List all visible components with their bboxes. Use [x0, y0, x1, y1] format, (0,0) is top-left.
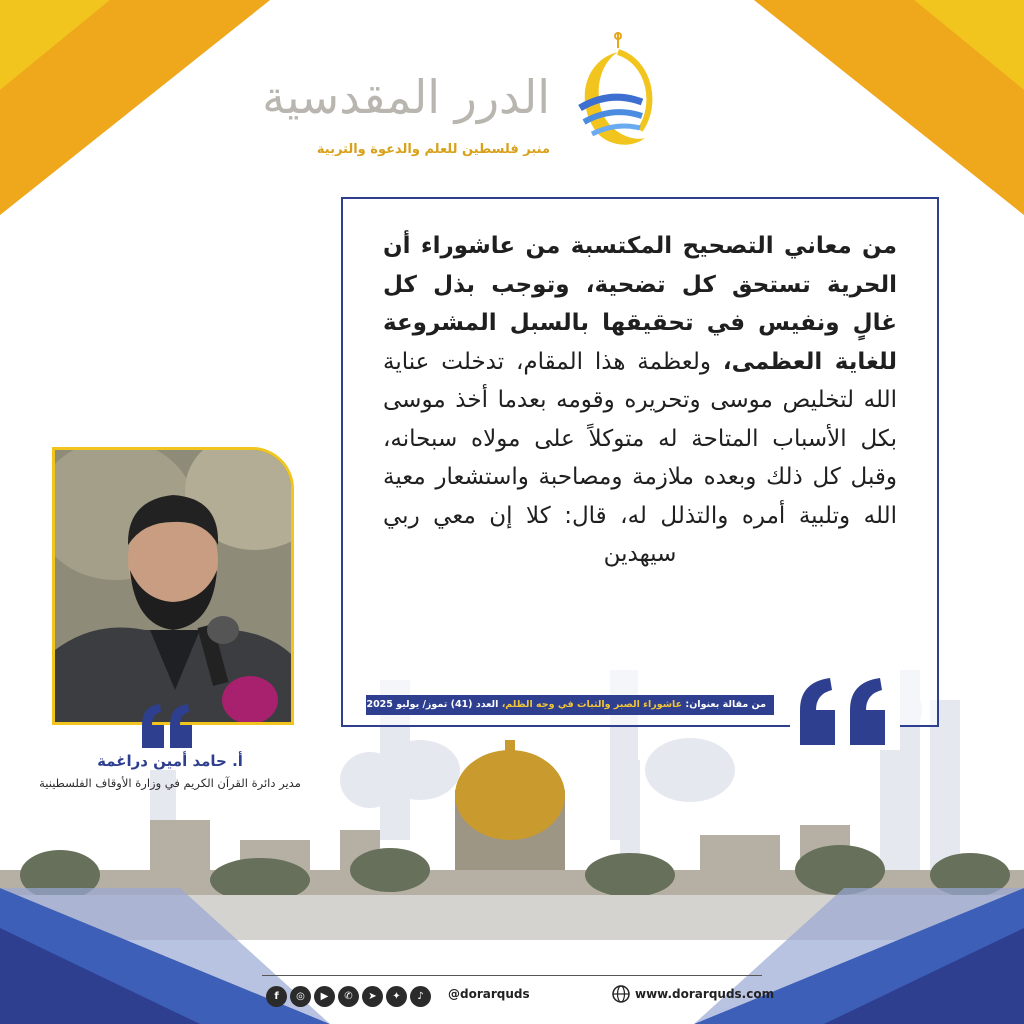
corner-bottom-right: [694, 888, 1024, 1024]
logo-subtitle: منبر فلسطين للعلم والدعوة والتربية: [316, 142, 550, 157]
instagram-icon[interactable]: ◎: [290, 986, 311, 1007]
logo-emblem-icon: [570, 30, 660, 160]
whatsapp-icon[interactable]: ✆: [338, 986, 359, 1007]
youtube-icon[interactable]: ▶: [314, 986, 335, 1007]
corner-top-right: [754, 0, 1024, 215]
social-handle[interactable]: @dorarquds: [448, 987, 530, 1001]
source-prefix: من مقالة بعنوان:: [682, 699, 766, 710]
author-position: مدير دائرة القرآن الكريم في وزارة الأوقاف الفلسطينية: [39, 776, 301, 790]
source-citation: [355, 695, 774, 715]
facebook-icon[interactable]: f: [266, 986, 287, 1007]
globe-icon: [612, 985, 630, 1003]
quote-mark-small-icon: [138, 700, 198, 750]
author-photo: [52, 447, 294, 725]
logo-title: الدرر المقدسية: [262, 70, 550, 124]
source-title: عاشوراء الصبر والثبات في وجه الظلم،: [501, 699, 683, 710]
source-issue: العدد (41) تموز/ يوليو 2025م.: [355, 699, 502, 710]
corner-top-left: [0, 0, 270, 215]
quote-text: [383, 227, 897, 574]
footer-divider: [262, 975, 762, 976]
quote-text-bold: من معاني التصحيح المكتسبة من عاشوراء أن الحرية تستحق كل تضحية، وتوجب بذل كل غالٍ ونفيس في تحقيقها بالسبل المشروعة للغاية العظمى،: [383, 233, 897, 375]
website-url: www.dorarquds.com: [635, 987, 775, 1001]
quote-box: [341, 197, 939, 727]
website-link[interactable]: [612, 985, 774, 1003]
tiktok-icon[interactable]: ♪: [410, 986, 431, 1007]
quote-text-regular: ولعظمة هذا المقام، تدخلت عناية الله لتخليص موسى وتحريره وقومه بعدما أخذ موسى بكل الأسباب المتاحة له متوكلاً على مولاه سبحانه، وقبل كل ذلك وبعده ملازمة ومصاحبة واستشعار معية الله وتلبية أمره والتذلل له، قال: كلا إن معي ربي سيهدين: [383, 348, 897, 567]
social-icons: [266, 984, 431, 1008]
telegram-icon[interactable]: ➤: [362, 986, 383, 1007]
quote-mark-icon: [790, 670, 900, 750]
twitter-icon[interactable]: ✦: [386, 986, 407, 1007]
author-name: أ. حامد أمين دراغمة: [97, 752, 243, 770]
site-logo: [262, 30, 680, 170]
